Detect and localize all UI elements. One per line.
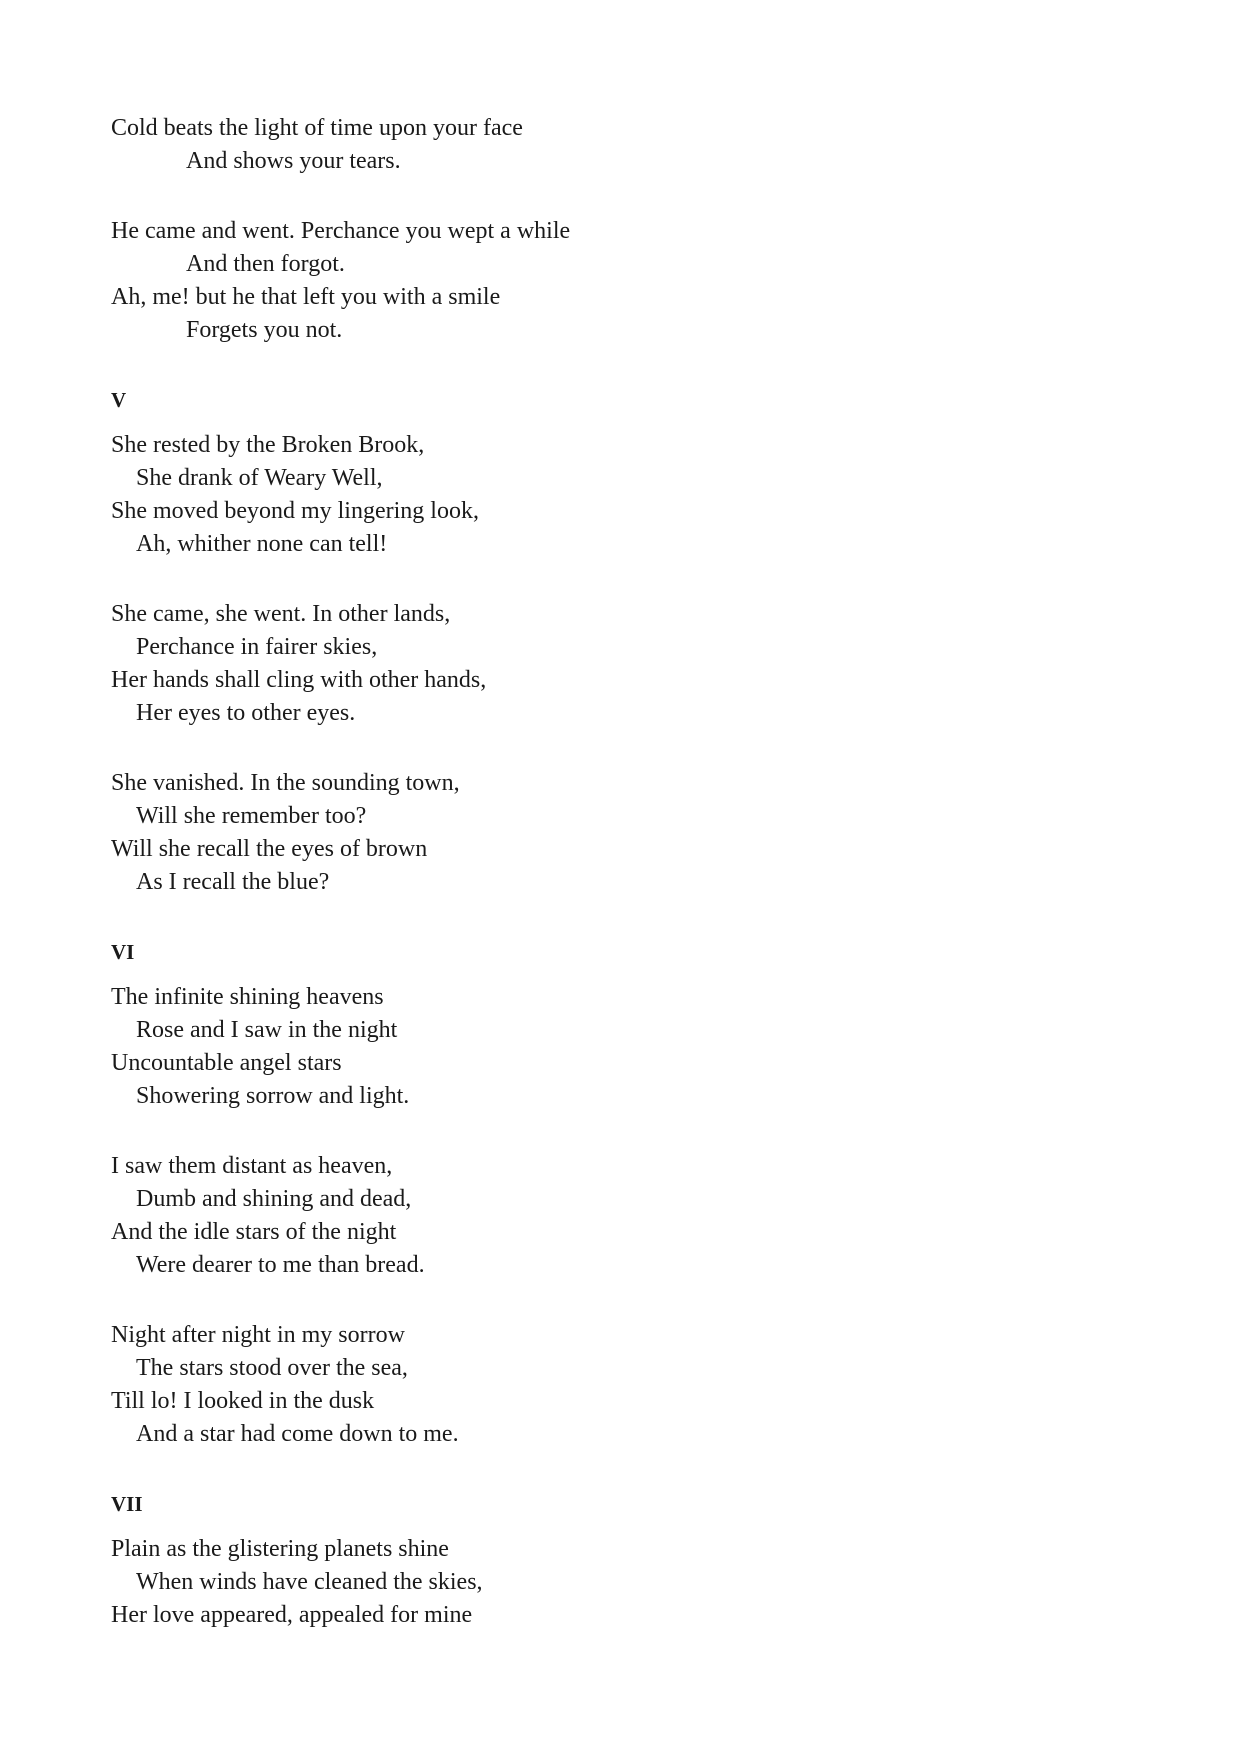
stanza — [111, 112, 1131, 178]
verse-line: As I recall the blue? — [136, 869, 330, 895]
verse-line: The stars stood over the sea, — [136, 1355, 408, 1381]
verse-line: The infinite shining heavens — [111, 984, 384, 1010]
verse-line: She moved beyond my lingering look, — [111, 498, 479, 524]
verse-line: Uncountable angel stars — [111, 1050, 342, 1076]
verse-line: Ah, whither none can tell! — [136, 531, 388, 557]
stanza — [111, 429, 1131, 561]
stanza — [111, 1533, 1131, 1632]
verse-line: And then forgot. — [186, 251, 345, 277]
stanza — [111, 981, 1131, 1113]
verse-line: Ah, me! but he that left you with a smile — [111, 284, 501, 310]
poem-section — [111, 936, 1131, 1451]
verse-line: Plain as the glistering planets shine — [111, 1536, 449, 1562]
poem-section — [111, 1488, 1131, 1632]
verse-line: He came and went. Perchance you wept a while — [111, 218, 571, 244]
verse-line: She came, she went. In other lands, — [111, 601, 451, 627]
stanza — [111, 215, 1131, 347]
stanza — [111, 598, 1131, 730]
stanza — [111, 1319, 1131, 1451]
verse-line: Cold beats the light of time upon your face — [111, 115, 523, 141]
verse-line: Rose and I saw in the night — [136, 1017, 398, 1043]
verse-line: She vanished. In the sounding town, — [111, 770, 460, 796]
verse-line: And shows your tears. — [186, 148, 401, 174]
section-heading: VI — [111, 940, 135, 964]
verse-line: Dumb and shining and dead, — [136, 1186, 412, 1212]
poem-section — [111, 384, 1131, 899]
verse-line: Will she recall the eyes of brown — [111, 836, 428, 862]
verse-line: When winds have cleaned the skies, — [136, 1569, 483, 1595]
verse-line: Till lo! I looked in the dusk — [111, 1388, 375, 1414]
stanza — [111, 1150, 1131, 1282]
verse-line: She drank of Weary Well, — [136, 465, 383, 491]
verse-line: And the idle stars of the night — [111, 1219, 397, 1245]
verse-line: Her love appeared, appealed for mine — [111, 1602, 473, 1628]
verse-line: Her eyes to other eyes. — [136, 700, 356, 726]
poem-sections — [111, 384, 1131, 1632]
verse-line: And a star had come down to me. — [136, 1421, 459, 1447]
verse-line: Were dearer to me than bread. — [136, 1252, 425, 1278]
stanza — [111, 767, 1131, 899]
section-heading: VII — [111, 1492, 143, 1516]
document-page — [111, 112, 1131, 1669]
verse-line: Perchance in fairer skies, — [136, 634, 378, 660]
verse-line: Showering sorrow and light. — [136, 1083, 410, 1109]
verse-line: Forgets you not. — [186, 317, 343, 343]
verse-line: Her hands shall cling with other hands, — [111, 667, 487, 693]
poem-opening — [111, 112, 1131, 347]
verse-line: Night after night in my sorrow — [111, 1322, 405, 1348]
verse-line: I saw them distant as heaven, — [111, 1153, 393, 1179]
verse-line: She rested by the Broken Brook, — [111, 432, 425, 458]
section-heading: V — [111, 388, 127, 412]
verse-line: Will she remember too? — [136, 803, 367, 829]
